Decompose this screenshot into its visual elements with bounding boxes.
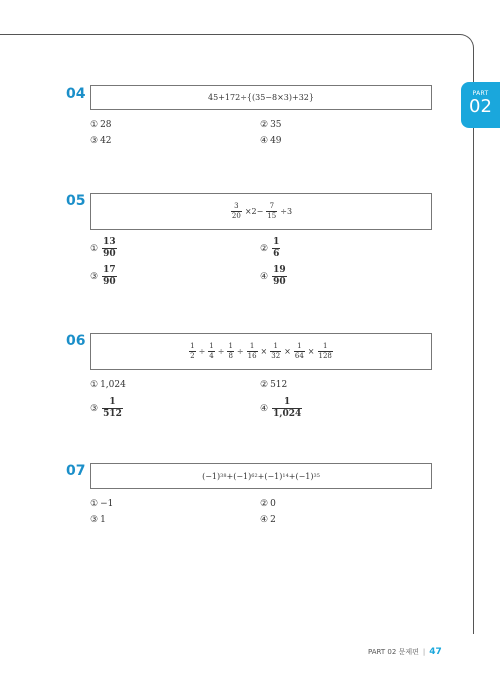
question-number: 05	[66, 193, 86, 209]
footer-part: PART 02	[368, 648, 397, 656]
question-number: 07	[66, 463, 86, 479]
question-expression-box	[90, 85, 432, 110]
question-number: 06	[66, 333, 86, 349]
question-expression-box: (−1) 38 + (−1) 62 + (−1) 14 + (−1) 35	[90, 463, 432, 489]
fraction: $\frac{3}{20}$	[231, 202, 241, 220]
question-expression-box: $\frac{1}{2}$ ÷ $\frac{1}{4}$ ÷ $\frac{1}{8}$ ÷ $\frac{1}{16}$ × $\frac{1}{32}$ × $\frac{1}{64}$ × $\frac{1}{128}$	[90, 333, 432, 370]
footer-separator: |	[422, 648, 426, 656]
option-3[interactable]: ③ 1	[90, 515, 106, 525]
option-2[interactable]: ② 35	[260, 120, 282, 130]
option-4[interactable]: ④ $\frac{1}{1,024}$	[260, 397, 302, 419]
page-number: 47	[429, 647, 442, 657]
option-2[interactable]: ② 512	[260, 380, 288, 390]
page-footer	[368, 647, 442, 657]
question-expression-box: $\frac{3}{20}$ ×2− $\frac{7}{15}$ ÷3	[90, 193, 432, 230]
option-2[interactable]: ② 0	[260, 499, 276, 509]
question-number: 04	[66, 86, 86, 102]
footer-title: 문제편	[398, 648, 419, 656]
part-tab-number: 02	[469, 96, 492, 117]
fraction: $\frac{7}{15}$	[267, 202, 277, 220]
option-1[interactable]: ① $\frac{13}{90}$	[90, 237, 116, 259]
option-3[interactable]: ③ $\frac{17}{90}$	[90, 265, 116, 287]
expr-text: 45+172÷{(35−8×3)+32}	[208, 93, 314, 102]
option-3[interactable]: ③ 42	[90, 136, 112, 146]
option-4[interactable]: ④ 49	[260, 136, 282, 146]
option-2[interactable]: ② $\frac{1}{6}$	[260, 237, 280, 259]
part-tab	[461, 82, 500, 128]
part-tab-label: PART	[472, 90, 489, 97]
option-4[interactable]: ④ 2	[260, 515, 276, 525]
option-1[interactable]: ① 1,024	[90, 380, 126, 390]
option-3[interactable]: ③ $\frac{1}{512}$	[90, 397, 122, 419]
option-1[interactable]: ① −1	[90, 499, 114, 509]
option-1[interactable]: ① 28	[90, 120, 112, 130]
option-4[interactable]: ④ $\frac{19}{90}$	[260, 265, 286, 287]
